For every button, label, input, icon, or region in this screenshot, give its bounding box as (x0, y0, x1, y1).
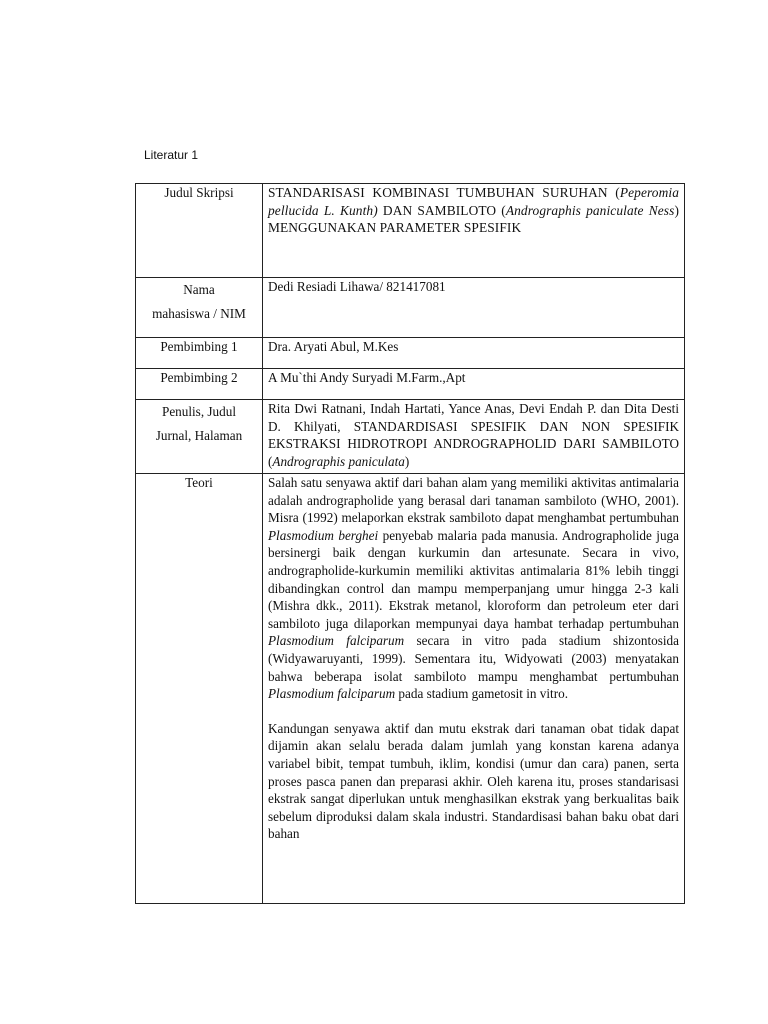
value-teori (263, 474, 685, 904)
teori-p1-text-2: penyebab malaria pada manusia. Andrographolide juga bersinergi baik dengan kurkumin dan artesunate. Secara in vivo, andrographolide-kurkumin memiliki aktivitas antimalaria 81% lebih tinggi dibandingkan control dan mampu memperpanjang umur hingga 2-3 kali (Mishra dkk., 2011). Ekstrak metanol, kloroform dan petroleum eter dari sambiloto juga dilaporkan mempunyai daya hambat terhadap pertumbuhan (268, 527, 680, 631)
value-pembimbing-2: A Mu`thi Andy Suryadi M.Farm.,Apt (263, 369, 685, 400)
table-row-penulis (136, 400, 685, 474)
label-penulis-line1: Penulis, Judul (161, 404, 236, 419)
table-row-pembimbing-1 (136, 338, 685, 369)
teori-paragraph-2: Kandungan senyawa aktif dan mutu ekstrak dari tanaman obat tidak dapat dijamin akan selalu berada dalam jumlah yang konstan karena adanya variabel bibit, tempat tumbuh, iklim, kondisi (umur dan cara) panen, serta proses pasca panen dan preparasi akhir. Oleh karena itu, proses standarisasi ekstrak sangat diperlukan untuk menghasilkan ekstrak yang berkualitas baik sebelum diproduksi dalam skala industri. Standardisasi bahan baku obat dari bahan (268, 720, 679, 842)
label-teori: Teori (136, 474, 263, 904)
judul-text-1: STANDARISASI KOMBINASI TUMBUHAN SURUHAN ( (268, 185, 620, 200)
teori-p1-species-3: Plasmodium falciparum (268, 686, 396, 702)
value-judul-skripsi (263, 184, 685, 278)
table-row-pembimbing-2 (136, 369, 685, 400)
teori-p1-species-1: Plasmodium berghei (268, 527, 379, 543)
penulis-text-1: Rita Dwi Ratnani, Indah Hartati, Yance Anas, Devi Endah P. dan Dita Desti D. Khilyati, STANDARDISASI SPESIFIK DAN NON SPESIFIK EKSTRAKSI HIDROTROPI ANDROGRAPHOLID DARI SAMBILOTO ( (268, 401, 679, 469)
penulis-text-2: ) (404, 453, 410, 469)
label-pembimbing-2: Pembimbing 2 (136, 369, 263, 400)
table-row-nama (136, 278, 685, 338)
teori-p1-species-2: Plasmodium falciparum (268, 633, 405, 649)
table-row-teori (136, 474, 685, 904)
value-pembimbing-1: Dra. Aryati Abul, M.Kes (263, 338, 685, 369)
label-nama-nim (136, 278, 263, 338)
judul-text-2: DAN SAMBILOTO ( (377, 202, 506, 218)
teori-p1-text-4: pada stadium gametosit in vitro. (395, 686, 568, 702)
penulis-species: Andrographis paniculata (272, 453, 405, 469)
label-penulis-line2: Jurnal, Halaman (155, 428, 243, 443)
label-penulis-jurnal (136, 400, 263, 474)
teori-paragraph-1 (268, 474, 679, 703)
label-nama-line1: Nama (183, 282, 215, 297)
thesis-info-table (135, 183, 685, 904)
table-row-judul (136, 184, 685, 278)
value-nama-nim: Dedi Resiadi Lihawa/ 821417081 (263, 278, 685, 338)
label-pembimbing-1: Pembimbing 1 (136, 338, 263, 369)
teori-p1-text-3: secara in vitro pada stadium shizontosida (Widyawaruyanti, 1999). Sementara itu, Widyowati (2003) menyatakan bahwa beberapa isolat sambiloto mampu menghambat pertumbuhan (268, 633, 679, 684)
judul-species-1: Peperomia pellucida L. Kunth) (268, 185, 679, 218)
document-heading: Literatur 1 (144, 148, 199, 162)
value-penulis-jurnal (263, 400, 685, 474)
judul-text-3: ) MENGGUNAKAN PARAMETER SPESIFIK (268, 202, 679, 236)
label-nama-line2: mahasiswa / NIM (152, 306, 246, 321)
judul-species-2: Andrographis paniculate Ness (505, 202, 675, 218)
teori-p1-text-1: Salah satu senyawa aktif dari bahan alam yang memiliki aktivitas antimalaria adalah andrographolide yang berasal dari tanaman sambiloto (WHO, 2001). Misra (1992) melaporkan ekstrak sambiloto dapat menghambat pertumbuhan (268, 475, 679, 526)
label-judul-skripsi: Judul Skripsi (136, 184, 263, 278)
